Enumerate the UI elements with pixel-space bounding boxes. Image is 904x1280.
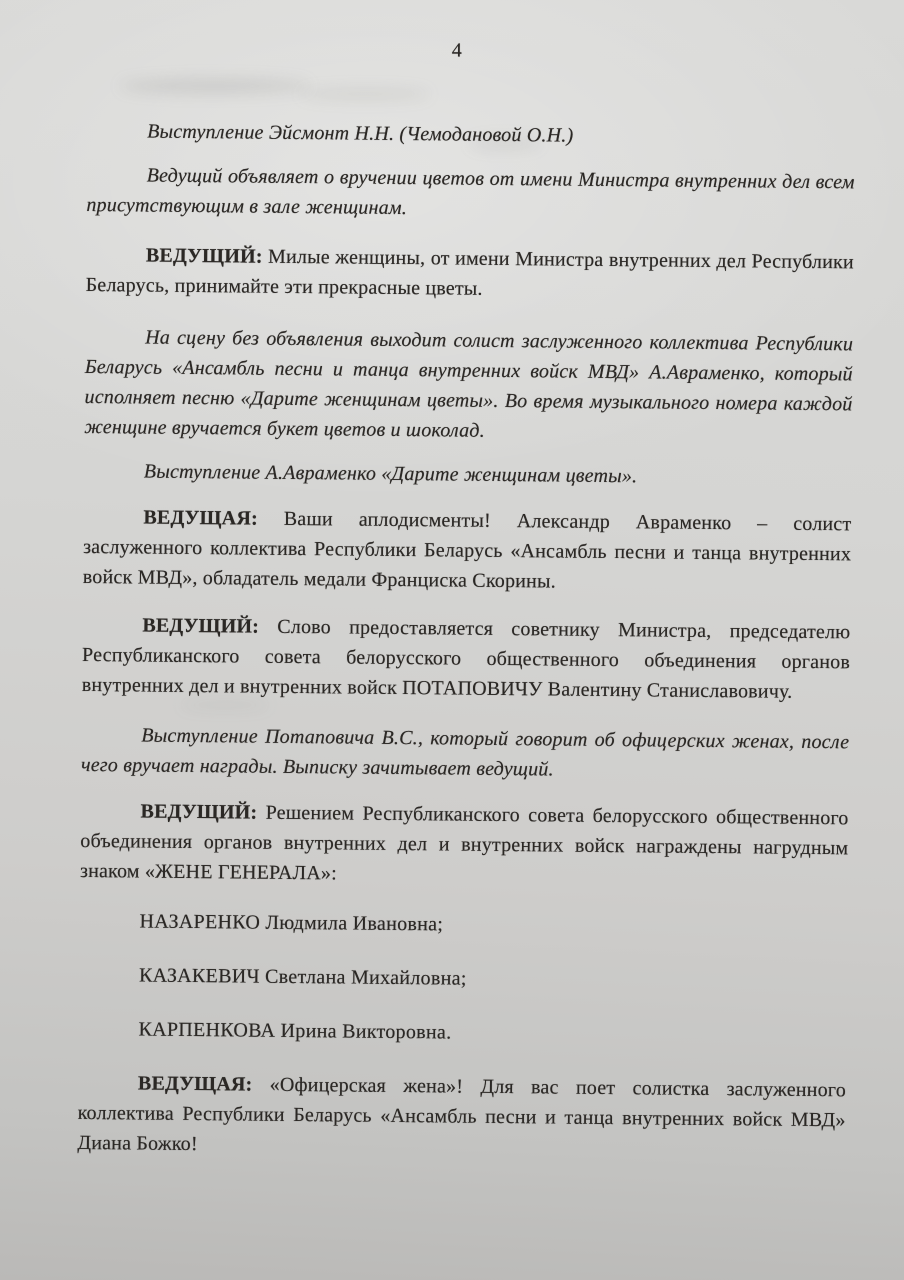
stage-direction: Ведущий объявляет о вручении цветов от имени Министра внутренних дел всем присутствующим в зале женщинам. [86, 164, 855, 220]
speaker-label: ВЕДУЩАЯ: [137, 1072, 253, 1096]
speech-paragraph [82, 610, 851, 707]
speech-text: Ваши аплодисменты! Александр Авраменко – солист заслуженного коллектива Республики Беларусь «Ансамбль песни и танца внутренних войск МВД», обладатель медали Франциска Скорины. [82, 507, 852, 593]
awardee-name: КАЗАКЕВИЧ Светлана Михайловна; [138, 964, 467, 990]
speaker-label: ВЕДУЩИЙ: [142, 614, 260, 638]
stage-direction: Выступление Потаповича В.С., который говорит об офицерских женах, после чего вручает награды. Выписку зачитывает ведущий. [80, 724, 850, 781]
awardee-name: НАЗАРЕНКО Людмила Ивановна; [139, 910, 444, 936]
stage-direction: Выступление А.Авраменко «Дарите женщинам цветы». [143, 460, 638, 488]
awardee-name: КАРПЕНКОВА Ирина Викторовна. [138, 1018, 452, 1044]
stage-direction-heading: Выступление Эйсмонт Н.Н. (Чемодановой О.Н.) [147, 120, 574, 147]
speech-text: «Офицерская жена»! Для вас поет солистка заслуженного коллектива Республики Беларусь «Ансамбль песни и танца внутренних войск МВД» Диана Божко! [77, 1073, 847, 1156]
speaker-label: ВЕДУЩАЯ: [143, 506, 259, 530]
speech-paragraph [83, 502, 852, 599]
speaker-label: ВЕДУЩИЙ: [145, 244, 263, 268]
speech-text: Решением Республиканского совета белорусского общественного объединения органов внутренних дел и внутренних войск награждены нагрудным знаком «ЖЕНЕ ГЕНЕРАЛА»: [79, 801, 849, 885]
speech-paragraph [86, 240, 855, 307]
speech-paragraph [77, 1068, 846, 1165]
speech-paragraph [80, 796, 849, 893]
speech-text: Милые женщины, от имени Министра внутренних дел Республики Беларусь, принимайте эти прекрасные цветы. [85, 245, 855, 300]
page-number: 4 [451, 39, 463, 62]
speech-text: Слово предоставляется советнику Министра, председателю Республиканского совета белорусского общественного объединения органов внутренних дел и внутренних войск ПОТАПОВИЧУ Валентину Станиславовичу. [81, 615, 851, 703]
stage-direction: На сцену без объявления выходит солист заслуженного коллектива Республики Беларусь «Ансамбль песни и танца внутренних войск МВД» А.Авраменко, который исполняет песню «Дарите женщинам цветы». Во время музыкального номера каждой женщине вручается букет цветов и шоколад. [84, 326, 854, 442]
speaker-label: ВЕДУЩИЙ: [140, 800, 258, 824]
